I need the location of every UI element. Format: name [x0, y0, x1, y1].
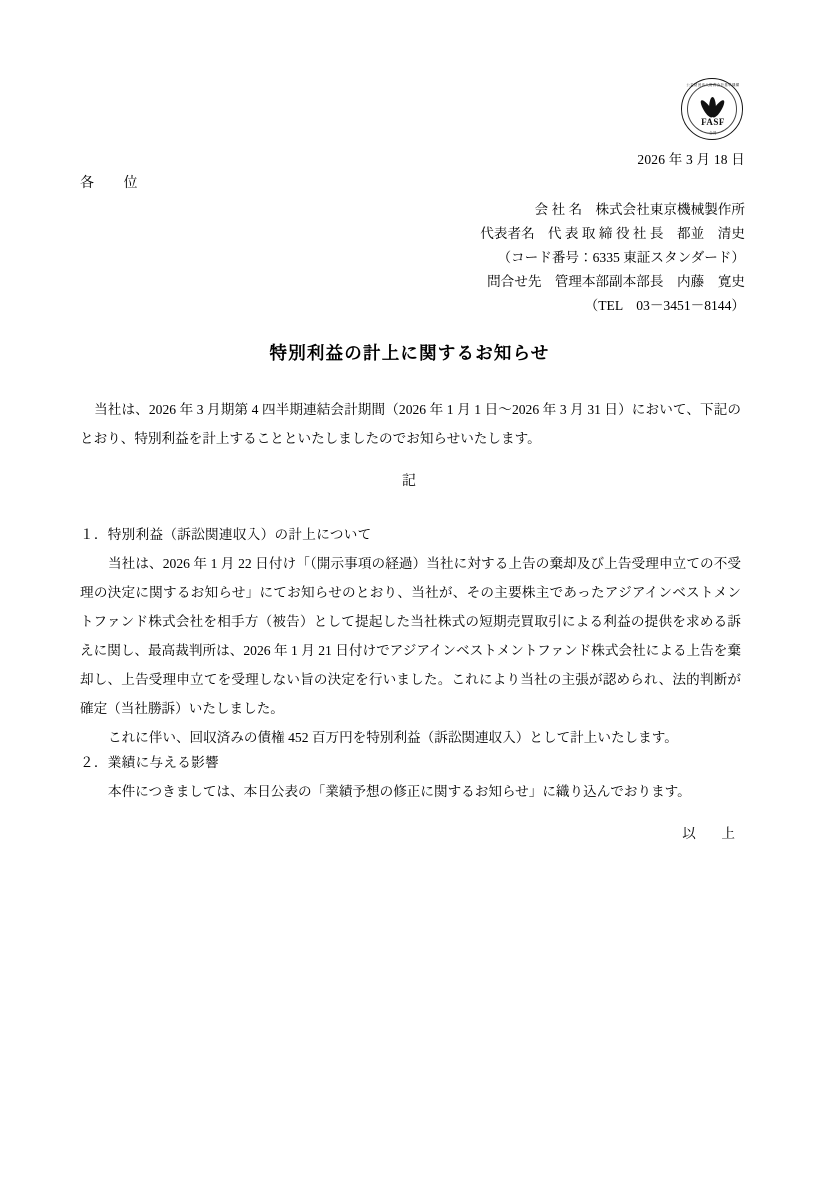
section-2-heading: ２．業績に与える影響: [80, 755, 219, 770]
sender-block: [480, 198, 745, 318]
logo-ring-text-bottom: 会員: [709, 131, 717, 135]
section-1: [80, 520, 741, 752]
addressee: 各 位: [80, 176, 138, 191]
section-1-paragraph-2: これに伴い、回収済みの債権 452 百万円を特別利益（訴訟関連収入）として計上いたします。: [108, 730, 678, 745]
fasf-logo: [681, 78, 745, 142]
section-1-heading: １．特別利益（訴訟関連収入）の計上について: [80, 527, 372, 542]
sender-contact-label: 問合せ先: [487, 274, 542, 289]
ki-mark: 記: [402, 474, 417, 489]
sender-company-label: 会 社 名: [534, 202, 583, 217]
document-date: 2026 年 3 月 18 日: [637, 152, 745, 167]
logo-ring-text-top: 公益財団法人財務会計基準機構: [686, 83, 740, 87]
closing-mark: 以 上: [682, 826, 741, 841]
section-1-paragraph-1: 当社は、2026 年 1 月 22 日付け「（開示事項の経過）当社に対する上告の棄却及び上告受理申立ての不受理の決定に関するお知らせ」にてお知らせのとおり、当社が、その主要株主であったアジアインベストメントファンド株式会社を相手方（被告）として提起した当社株式の短期売買取引による利益の提供を求める訴えに関し、最高裁判所は、2026 年 1 月 21 日付けでアジアインベストメントファンド株式会社による上告を棄却し、上告受理申立てを受理しない旨の決定を行いました。これにより当社の主張が認められ、法的判断が確定（当社勝訴）いたしました。: [80, 556, 741, 716]
lead-paragraph: [80, 395, 741, 453]
sender-tel-line: （TEL 03－3451－8144）: [584, 298, 745, 313]
sender-company-name: 株式会社東京機械製作所: [595, 202, 745, 217]
sender-code-line: （コード番号：6335 東証スタンダード）: [497, 250, 745, 265]
page-title: 特別利益の計上に関するお知らせ: [269, 343, 550, 363]
sender-representative-line: [480, 222, 745, 246]
sender-contact-line: [480, 270, 745, 294]
section-2-paragraph-1: 本件につきましては、本日公表の「業績予想の修正に関するお知らせ」に織り込んでおります。: [108, 784, 691, 799]
logo-label: FASF: [701, 117, 725, 127]
section-2: [80, 748, 741, 806]
sender-representative-label: 代表者名: [480, 226, 535, 241]
sender-contact-name: 管理本部副本部長 内藤 寛史: [554, 274, 745, 289]
sender-company-line: [480, 198, 745, 222]
lead-text: 当社は、2026 年 3 月期第 4 四半期連結会計期間（2026 年 1 月 1 日～2026 年 3 月 31 日）において、下記のとおり、特別利益を計上することといたしましたのでお知らせいたします。: [80, 402, 741, 446]
sender-representative-name: 代 表 取 締 役 社 長 都並 清史: [547, 226, 745, 241]
logo-leaf-icon: [693, 91, 733, 117]
logo-circle: [681, 78, 743, 140]
